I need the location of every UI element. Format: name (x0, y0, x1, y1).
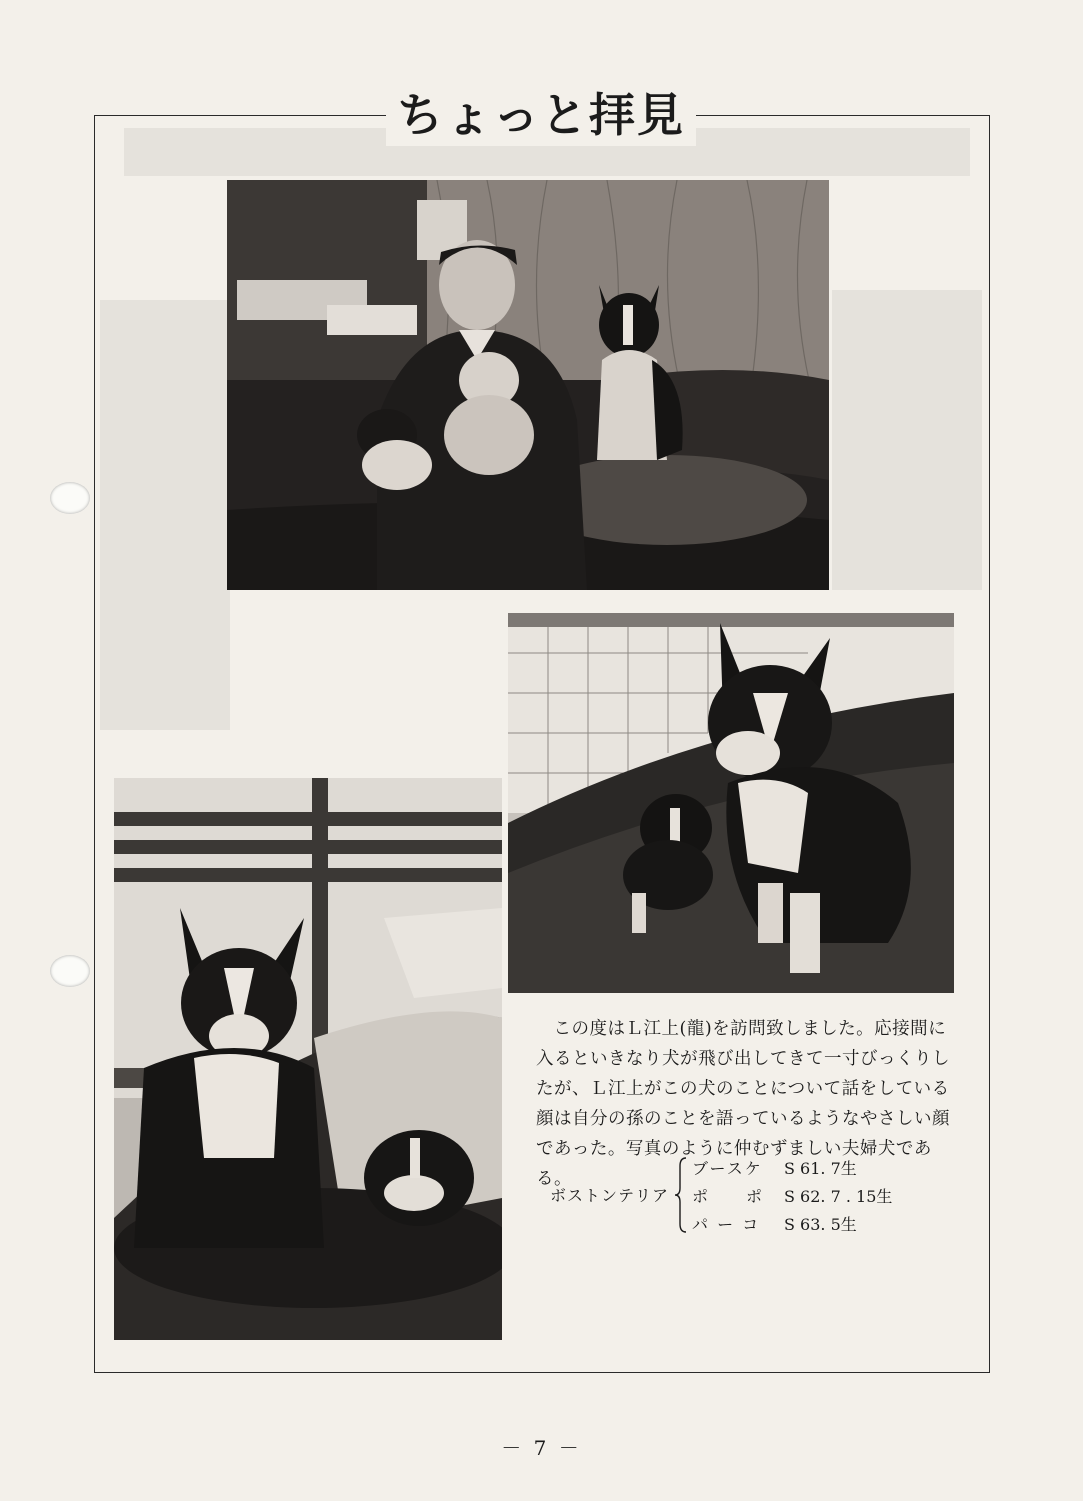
punch-hole-lower (50, 955, 90, 987)
dog-list (550, 1156, 970, 1236)
title-band (386, 84, 696, 146)
photo-dogs-outdoors (508, 613, 954, 993)
dog-name: ポ ポ (692, 1187, 765, 1206)
caption-line: 顔は自分の孫のことを語っているようなやさしい顔 (536, 1109, 950, 1129)
dog-name: ブースケ (692, 1159, 763, 1178)
caption-line: であった。写真のように仲むずましい夫婦犬である。 (536, 1139, 932, 1189)
caption-line: 入るといきなり犬が飛び出してきて一寸びっくりし (536, 1049, 950, 1069)
punch-hole-upper (50, 482, 90, 514)
photo-dogs-by-window (114, 778, 502, 1340)
page-title: ちょっと拝見 (397, 88, 685, 142)
breed-label: ボストンテリア (550, 1186, 670, 1205)
brace-icon (674, 1156, 688, 1234)
dog-born: S 61. 7生 (784, 1159, 857, 1178)
dog-row (692, 1212, 944, 1238)
dog-row (692, 1184, 944, 1210)
dog-row (692, 1156, 944, 1182)
photo-man-with-dogs (227, 180, 829, 590)
dog-born: S 62. 7 . 15生 (784, 1187, 893, 1206)
caption-line: たが、Ｌ江上がこの犬のことについて話をしている (536, 1079, 950, 1099)
dog-born: S 63. 5生 (784, 1215, 857, 1234)
page-number: － 7 － (501, 1436, 582, 1460)
caption-line: この度はＬ江上(龍)を訪問致しました。応接間に (553, 1019, 947, 1039)
dog-name: パ ー コ (692, 1215, 761, 1234)
